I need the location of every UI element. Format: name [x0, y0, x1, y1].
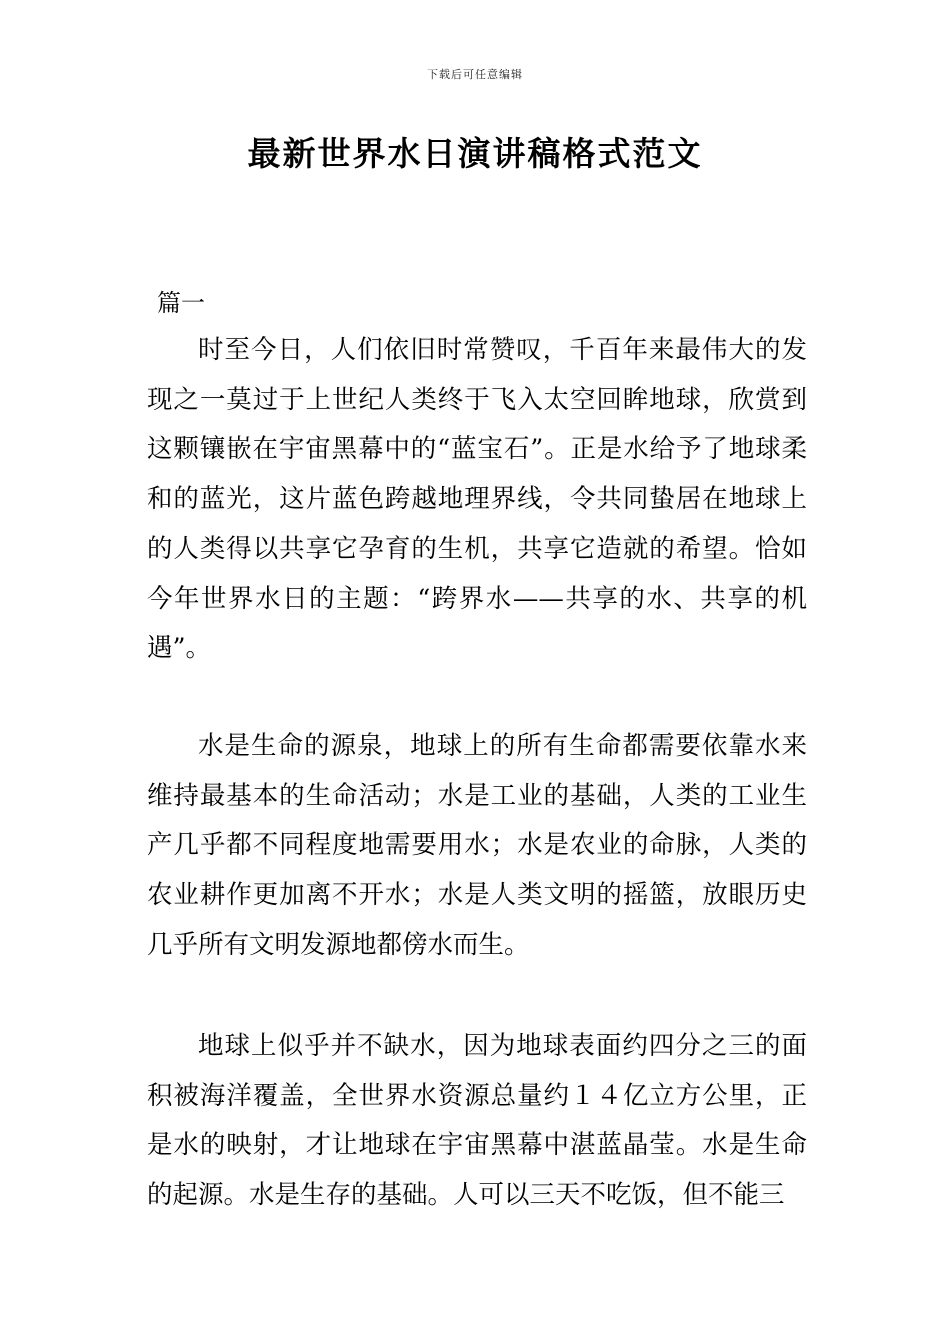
document-title: 最新世界水日演讲稿格式范文 — [247, 134, 703, 173]
paragraph-3: 地球上似乎并不缺水，因为地球表面约四分之三的面积被海洋覆盖，全世界水资源总量约１４亿立方公里，正是水的映射，才让地球在宇宙黑幕中湛蓝晶莹。水是生命的起源。水是生存的基础。人可以三天不吃饭，但不能三 — [147, 1031, 807, 1211]
paragraph-2: 水是生命的源泉，地球上的所有生命都需要依靠水来维持最基本的生命活动；水是工业的基础，人类的工业生产几乎都不同程度地需要用水；水是农业的命脉，人类的农业耕作更加离不开水；水是人类文明的摇篮，放眼历史几乎所有文明发源地都傍水而生。 — [147, 731, 807, 960]
paragraph-1: 时至今日，人们依旧时常赞叹，千百年来最伟大的发现之一莫过于上世纪人类终于飞入太空回眸地球，欣赏到这颗镶嵌在宇宙黑幕中的“蓝宝石”。正是水给予了地球柔和的蓝光，这片蓝色跨越地理界线，令共同蛰居在地球上的人类得以共享它孕育的生机，共享它造就的希望。恰如今年世界水日的主题：“跨界水——共享的水、共享的机遇”。 — [147, 335, 807, 664]
header-note: 下载后可任意编辑 — [427, 68, 523, 81]
section-label: 篇一 — [157, 289, 205, 317]
